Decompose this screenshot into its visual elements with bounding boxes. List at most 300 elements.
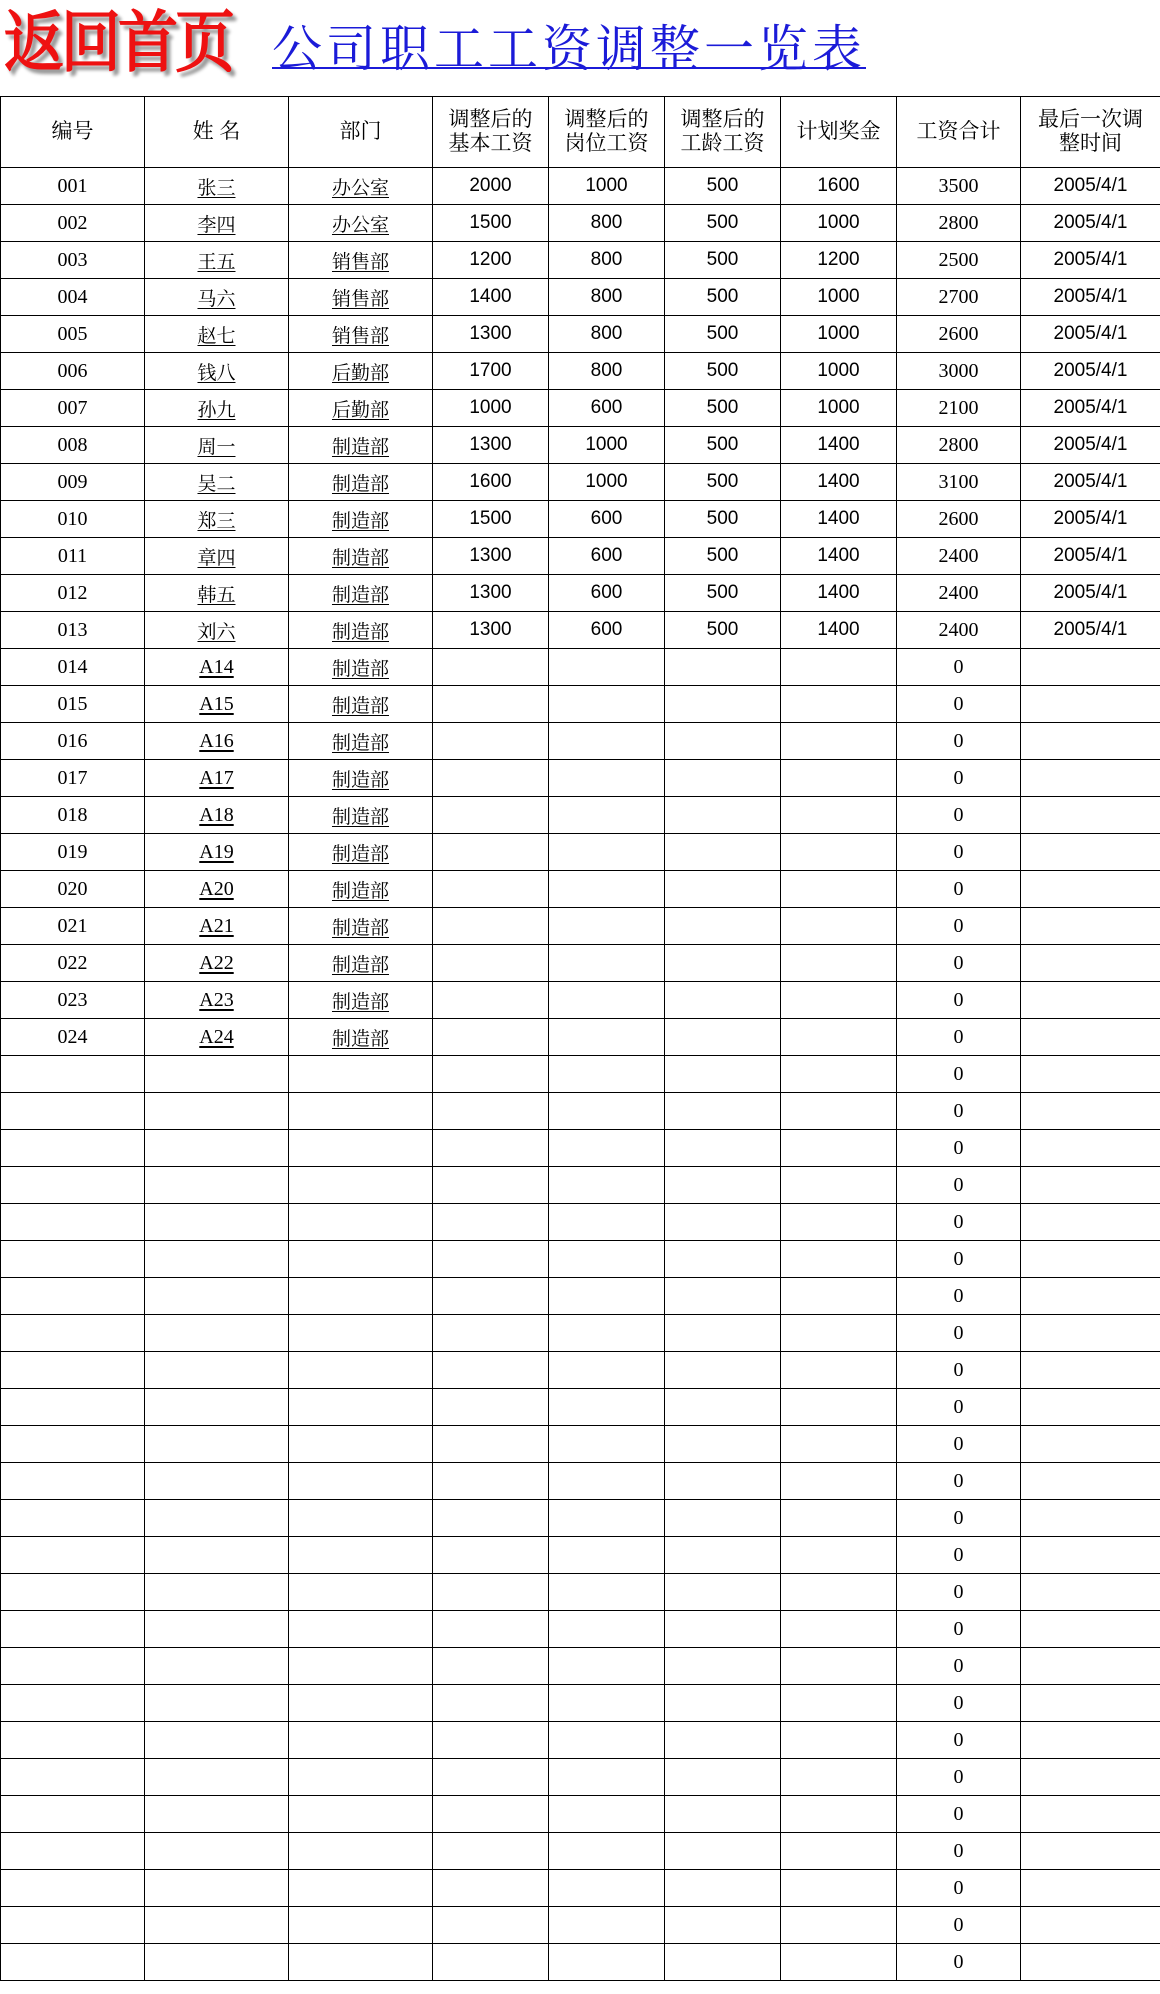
cell-position-salary[interactable] [549,649,665,686]
cell-department[interactable] [289,760,433,797]
cell-last-adjusted-date[interactable] [1021,686,1160,723]
cell-base-salary[interactable] [433,1870,549,1907]
cell-employee-id[interactable] [1,1352,145,1389]
cell-base-salary[interactable]: 1300 [433,427,549,464]
cell-employee-id[interactable]: 016 [1,723,145,760]
cell-department[interactable] [289,1278,433,1315]
cell-employee-name[interactable] [145,1796,289,1833]
cell-base-salary[interactable]: 1300 [433,538,549,575]
cell-employee-id[interactable] [1,1574,145,1611]
cell-department[interactable] [289,945,433,982]
cell-department[interactable] [289,834,433,871]
cell-total-salary[interactable]: 0 [897,1759,1021,1796]
cell-department[interactable] [289,1648,433,1685]
cell-last-adjusted-date[interactable] [1021,797,1160,834]
cell-department[interactable] [289,1130,433,1167]
cell-department[interactable] [289,427,433,464]
cell-department[interactable] [289,1352,433,1389]
cell-base-salary[interactable] [433,871,549,908]
cell-total-salary[interactable]: 2400 [897,538,1021,575]
cell-employee-id[interactable] [1,1130,145,1167]
cell-seniority-salary[interactable]: 500 [665,316,781,353]
cell-department[interactable] [289,1315,433,1352]
cell-employee-name[interactable] [145,1278,289,1315]
cell-seniority-salary[interactable] [665,982,781,1019]
cell-department[interactable] [289,501,433,538]
cell-base-salary[interactable] [433,1093,549,1130]
cell-last-adjusted-date[interactable]: 2005/4/1 [1021,279,1160,316]
home-link[interactable]: 返回首页 [4,4,232,83]
cell-base-salary[interactable] [433,1352,549,1389]
cell-employee-name[interactable] [145,908,289,945]
cell-employee-id[interactable]: 017 [1,760,145,797]
cell-last-adjusted-date[interactable] [1021,1944,1160,1981]
cell-position-salary[interactable] [549,1426,665,1463]
cell-position-salary[interactable] [549,871,665,908]
cell-seniority-salary[interactable] [665,1870,781,1907]
cell-department[interactable] [289,612,433,649]
cell-last-adjusted-date[interactable] [1021,1019,1160,1056]
cell-seniority-salary[interactable] [665,760,781,797]
cell-base-salary[interactable] [433,834,549,871]
cell-bonus[interactable]: 1400 [781,464,897,501]
cell-position-salary[interactable]: 600 [549,575,665,612]
cell-total-salary[interactable]: 2600 [897,316,1021,353]
cell-total-salary[interactable]: 0 [897,1315,1021,1352]
cell-bonus[interactable]: 1000 [781,316,897,353]
cell-employee-name[interactable] [145,1537,289,1574]
cell-employee-id[interactable]: 008 [1,427,145,464]
cell-base-salary[interactable]: 1300 [433,612,549,649]
cell-seniority-salary[interactable] [665,1796,781,1833]
cell-department[interactable] [289,1389,433,1426]
cell-seniority-salary[interactable] [665,1648,781,1685]
cell-seniority-salary[interactable] [665,1093,781,1130]
cell-employee-id[interactable]: 020 [1,871,145,908]
cell-department[interactable] [289,390,433,427]
cell-department[interactable] [289,908,433,945]
cell-employee-name[interactable] [145,1315,289,1352]
cell-bonus[interactable] [781,871,897,908]
cell-bonus[interactable] [781,1759,897,1796]
cell-last-adjusted-date[interactable] [1021,1796,1160,1833]
cell-base-salary[interactable] [433,1537,549,1574]
cell-employee-id[interactable]: 019 [1,834,145,871]
cell-seniority-salary[interactable]: 500 [665,464,781,501]
cell-bonus[interactable] [781,834,897,871]
cell-seniority-salary[interactable] [665,1759,781,1796]
cell-employee-name[interactable] [145,1759,289,1796]
cell-bonus[interactable] [781,1907,897,1944]
cell-employee-id[interactable]: 024 [1,1019,145,1056]
cell-base-salary[interactable] [433,982,549,1019]
cell-last-adjusted-date[interactable] [1021,1648,1160,1685]
cell-last-adjusted-date[interactable] [1021,1722,1160,1759]
cell-base-salary[interactable] [433,1019,549,1056]
cell-total-salary[interactable]: 0 [897,1056,1021,1093]
cell-position-salary[interactable] [549,1019,665,1056]
cell-total-salary[interactable]: 0 [897,982,1021,1019]
cell-total-salary[interactable]: 0 [897,1241,1021,1278]
cell-total-salary[interactable]: 2400 [897,612,1021,649]
cell-position-salary[interactable] [549,1315,665,1352]
cell-total-salary[interactable]: 0 [897,686,1021,723]
cell-bonus[interactable] [781,686,897,723]
cell-position-salary[interactable]: 600 [549,501,665,538]
cell-base-salary[interactable] [433,1944,549,1981]
cell-base-salary[interactable] [433,1315,549,1352]
cell-seniority-salary[interactable]: 500 [665,575,781,612]
cell-seniority-salary[interactable]: 500 [665,612,781,649]
cell-last-adjusted-date[interactable]: 2005/4/1 [1021,353,1160,390]
cell-base-salary[interactable] [433,1130,549,1167]
cell-department[interactable] [289,1907,433,1944]
cell-employee-id[interactable] [1,1537,145,1574]
cell-total-salary[interactable]: 0 [897,649,1021,686]
cell-position-salary[interactable] [549,1204,665,1241]
cell-employee-id[interactable]: 015 [1,686,145,723]
cell-employee-id[interactable]: 007 [1,390,145,427]
cell-bonus[interactable] [781,1870,897,1907]
cell-total-salary[interactable]: 3100 [897,464,1021,501]
cell-employee-id[interactable]: 001 [1,168,145,205]
cell-employee-name[interactable] [145,834,289,871]
cell-employee-id[interactable] [1,1463,145,1500]
cell-department[interactable] [289,1870,433,1907]
cell-employee-id[interactable] [1,1204,145,1241]
cell-employee-id[interactable]: 004 [1,279,145,316]
cell-bonus[interactable]: 1200 [781,242,897,279]
cell-total-salary[interactable]: 0 [897,945,1021,982]
cell-seniority-salary[interactable] [665,834,781,871]
cell-last-adjusted-date[interactable] [1021,1167,1160,1204]
cell-seniority-salary[interactable] [665,908,781,945]
cell-total-salary[interactable]: 0 [897,1389,1021,1426]
cell-employee-name[interactable] [145,982,289,1019]
cell-employee-id[interactable] [1,1241,145,1278]
cell-bonus[interactable] [781,908,897,945]
cell-employee-name[interactable] [145,1648,289,1685]
cell-employee-name[interactable] [145,390,289,427]
cell-total-salary[interactable]: 0 [897,1352,1021,1389]
cell-total-salary[interactable]: 2500 [897,242,1021,279]
cell-department[interactable] [289,982,433,1019]
cell-department[interactable] [289,1944,433,1981]
cell-total-salary[interactable]: 2800 [897,205,1021,242]
cell-department[interactable] [289,1426,433,1463]
cell-employee-id[interactable] [1,1685,145,1722]
cell-employee-name[interactable] [145,1093,289,1130]
cell-employee-id[interactable] [1,1389,145,1426]
cell-total-salary[interactable]: 0 [897,1685,1021,1722]
cell-position-salary[interactable] [549,1500,665,1537]
cell-employee-name[interactable] [145,464,289,501]
cell-position-salary[interactable] [549,1796,665,1833]
cell-base-salary[interactable] [433,1426,549,1463]
cell-bonus[interactable] [781,1389,897,1426]
cell-last-adjusted-date[interactable] [1021,649,1160,686]
cell-total-salary[interactable]: 0 [897,1093,1021,1130]
cell-seniority-salary[interactable] [665,1611,781,1648]
cell-department[interactable] [289,1796,433,1833]
cell-position-salary[interactable] [549,1944,665,1981]
cell-employee-id[interactable]: 014 [1,649,145,686]
cell-bonus[interactable] [781,1796,897,1833]
cell-bonus[interactable]: 1400 [781,575,897,612]
cell-bonus[interactable] [781,797,897,834]
cell-seniority-salary[interactable]: 500 [665,353,781,390]
cell-bonus[interactable] [781,1130,897,1167]
cell-total-salary[interactable]: 0 [897,908,1021,945]
cell-department[interactable] [289,1019,433,1056]
cell-last-adjusted-date[interactable]: 2005/4/1 [1021,427,1160,464]
cell-bonus[interactable] [781,1500,897,1537]
cell-base-salary[interactable]: 1700 [433,353,549,390]
cell-employee-id[interactable]: 011 [1,538,145,575]
cell-last-adjusted-date[interactable]: 2005/4/1 [1021,316,1160,353]
cell-seniority-salary[interactable]: 500 [665,501,781,538]
cell-department[interactable] [289,353,433,390]
cell-seniority-salary[interactable] [665,1167,781,1204]
cell-employee-name[interactable] [145,1907,289,1944]
cell-bonus[interactable] [781,982,897,1019]
cell-employee-name[interactable] [145,316,289,353]
cell-total-salary[interactable]: 0 [897,760,1021,797]
cell-department[interactable] [289,464,433,501]
cell-employee-name[interactable] [145,871,289,908]
cell-last-adjusted-date[interactable]: 2005/4/1 [1021,501,1160,538]
cell-employee-name[interactable] [145,649,289,686]
cell-position-salary[interactable]: 600 [549,612,665,649]
cell-position-salary[interactable]: 600 [549,538,665,575]
cell-total-salary[interactable]: 0 [897,723,1021,760]
cell-base-salary[interactable]: 1500 [433,501,549,538]
cell-department[interactable] [289,316,433,353]
cell-total-salary[interactable]: 2400 [897,575,1021,612]
cell-position-salary[interactable] [549,1648,665,1685]
cell-seniority-salary[interactable] [665,945,781,982]
cell-employee-name[interactable] [145,1130,289,1167]
cell-base-salary[interactable] [433,1907,549,1944]
cell-total-salary[interactable]: 0 [897,1019,1021,1056]
cell-position-salary[interactable] [549,1241,665,1278]
cell-bonus[interactable] [781,1944,897,1981]
cell-employee-name[interactable] [145,1241,289,1278]
cell-employee-name[interactable] [145,1685,289,1722]
cell-base-salary[interactable] [433,649,549,686]
cell-seniority-salary[interactable] [665,1056,781,1093]
cell-base-salary[interactable]: 1500 [433,205,549,242]
cell-base-salary[interactable]: 2000 [433,168,549,205]
cell-department[interactable] [289,1204,433,1241]
cell-seniority-salary[interactable]: 500 [665,390,781,427]
cell-base-salary[interactable]: 1200 [433,242,549,279]
cell-seniority-salary[interactable] [665,871,781,908]
cell-position-salary[interactable]: 1000 [549,168,665,205]
cell-department[interactable] [289,1167,433,1204]
cell-total-salary[interactable]: 0 [897,1278,1021,1315]
cell-employee-name[interactable] [145,1463,289,1500]
cell-base-salary[interactable]: 1300 [433,316,549,353]
cell-position-salary[interactable]: 600 [549,390,665,427]
cell-employee-id[interactable] [1,1315,145,1352]
cell-bonus[interactable] [781,1315,897,1352]
cell-department[interactable] [289,1537,433,1574]
cell-seniority-salary[interactable] [665,1352,781,1389]
cell-position-salary[interactable] [549,1093,665,1130]
cell-bonus[interactable] [781,1537,897,1574]
cell-base-salary[interactable] [433,945,549,982]
cell-position-salary[interactable]: 800 [549,279,665,316]
cell-total-salary[interactable]: 0 [897,1870,1021,1907]
cell-base-salary[interactable] [433,908,549,945]
cell-last-adjusted-date[interactable]: 2005/4/1 [1021,612,1160,649]
cell-last-adjusted-date[interactable] [1021,1574,1160,1611]
cell-bonus[interactable]: 1600 [781,168,897,205]
cell-last-adjusted-date[interactable] [1021,1500,1160,1537]
cell-employee-id[interactable] [1,1870,145,1907]
cell-last-adjusted-date[interactable]: 2005/4/1 [1021,464,1160,501]
cell-department[interactable] [289,168,433,205]
cell-base-salary[interactable] [433,797,549,834]
cell-employee-name[interactable] [145,1500,289,1537]
cell-total-salary[interactable]: 0 [897,834,1021,871]
cell-last-adjusted-date[interactable] [1021,1278,1160,1315]
cell-base-salary[interactable] [433,1204,549,1241]
cell-base-salary[interactable] [433,760,549,797]
cell-position-salary[interactable] [549,1278,665,1315]
cell-department[interactable] [289,242,433,279]
cell-last-adjusted-date[interactable] [1021,871,1160,908]
cell-seniority-salary[interactable] [665,1389,781,1426]
cell-employee-name[interactable] [145,575,289,612]
cell-total-salary[interactable]: 2700 [897,279,1021,316]
cell-bonus[interactable] [781,1278,897,1315]
cell-department[interactable] [289,1611,433,1648]
cell-seniority-salary[interactable]: 500 [665,279,781,316]
cell-department[interactable] [289,649,433,686]
cell-position-salary[interactable] [549,1611,665,1648]
cell-base-salary[interactable] [433,1278,549,1315]
cell-position-salary[interactable] [549,1907,665,1944]
cell-total-salary[interactable]: 0 [897,1426,1021,1463]
cell-last-adjusted-date[interactable] [1021,1130,1160,1167]
cell-total-salary[interactable]: 0 [897,871,1021,908]
cell-seniority-salary[interactable]: 500 [665,242,781,279]
cell-employee-name[interactable] [145,501,289,538]
cell-last-adjusted-date[interactable] [1021,1611,1160,1648]
cell-position-salary[interactable]: 1000 [549,464,665,501]
cell-base-salary[interactable] [433,1722,549,1759]
cell-seniority-salary[interactable] [665,1574,781,1611]
cell-employee-name[interactable] [145,353,289,390]
cell-position-salary[interactable]: 800 [549,353,665,390]
cell-position-salary[interactable] [549,1463,665,1500]
cell-employee-id[interactable] [1,1759,145,1796]
cell-base-salary[interactable] [433,1648,549,1685]
cell-employee-id[interactable]: 021 [1,908,145,945]
cell-bonus[interactable] [781,760,897,797]
cell-seniority-salary[interactable]: 500 [665,168,781,205]
cell-position-salary[interactable] [549,760,665,797]
cell-bonus[interactable] [781,1722,897,1759]
cell-bonus[interactable] [781,1685,897,1722]
cell-total-salary[interactable]: 2600 [897,501,1021,538]
cell-position-salary[interactable] [549,1685,665,1722]
cell-last-adjusted-date[interactable]: 2005/4/1 [1021,205,1160,242]
cell-employee-id[interactable] [1,1056,145,1093]
cell-seniority-salary[interactable] [665,797,781,834]
cell-seniority-salary[interactable] [665,723,781,760]
cell-employee-id[interactable] [1,1611,145,1648]
cell-last-adjusted-date[interactable] [1021,1759,1160,1796]
cell-department[interactable] [289,1093,433,1130]
cell-employee-id[interactable]: 013 [1,612,145,649]
cell-employee-name[interactable] [145,205,289,242]
cell-bonus[interactable] [781,945,897,982]
cell-employee-id[interactable] [1,1833,145,1870]
cell-seniority-salary[interactable] [665,1426,781,1463]
cell-base-salary[interactable]: 1000 [433,390,549,427]
cell-seniority-salary[interactable] [665,1833,781,1870]
cell-employee-name[interactable] [145,723,289,760]
cell-employee-name[interactable] [145,1019,289,1056]
cell-last-adjusted-date[interactable] [1021,1537,1160,1574]
cell-employee-id[interactable]: 003 [1,242,145,279]
cell-bonus[interactable] [781,723,897,760]
cell-position-salary[interactable] [549,1130,665,1167]
cell-last-adjusted-date[interactable] [1021,1426,1160,1463]
cell-department[interactable] [289,1056,433,1093]
cell-employee-name[interactable] [145,945,289,982]
cell-last-adjusted-date[interactable] [1021,1870,1160,1907]
cell-bonus[interactable]: 1000 [781,205,897,242]
cell-employee-id[interactable]: 002 [1,205,145,242]
cell-department[interactable] [289,1685,433,1722]
cell-last-adjusted-date[interactable] [1021,1315,1160,1352]
cell-employee-name[interactable] [145,1056,289,1093]
cell-base-salary[interactable] [433,1833,549,1870]
cell-employee-name[interactable] [145,168,289,205]
cell-total-salary[interactable]: 0 [897,1944,1021,1981]
cell-position-salary[interactable] [549,723,665,760]
cell-total-salary[interactable]: 2100 [897,390,1021,427]
cell-total-salary[interactable]: 0 [897,1722,1021,1759]
cell-bonus[interactable] [781,1648,897,1685]
cell-department[interactable] [289,1241,433,1278]
cell-base-salary[interactable]: 1400 [433,279,549,316]
cell-employee-name[interactable] [145,1833,289,1870]
cell-bonus[interactable] [781,649,897,686]
cell-seniority-salary[interactable] [665,1537,781,1574]
cell-bonus[interactable] [781,1056,897,1093]
cell-employee-name[interactable] [145,427,289,464]
cell-base-salary[interactable] [433,1796,549,1833]
cell-total-salary[interactable]: 0 [897,1500,1021,1537]
cell-base-salary[interactable]: 1600 [433,464,549,501]
cell-bonus[interactable]: 1000 [781,279,897,316]
cell-total-salary[interactable]: 0 [897,1537,1021,1574]
cell-bonus[interactable]: 1400 [781,501,897,538]
cell-total-salary[interactable]: 0 [897,1130,1021,1167]
cell-last-adjusted-date[interactable] [1021,1685,1160,1722]
cell-department[interactable] [289,205,433,242]
cell-base-salary[interactable] [433,1241,549,1278]
cell-last-adjusted-date[interactable] [1021,1389,1160,1426]
cell-employee-name[interactable] [145,686,289,723]
cell-position-salary[interactable] [549,834,665,871]
cell-position-salary[interactable] [549,908,665,945]
